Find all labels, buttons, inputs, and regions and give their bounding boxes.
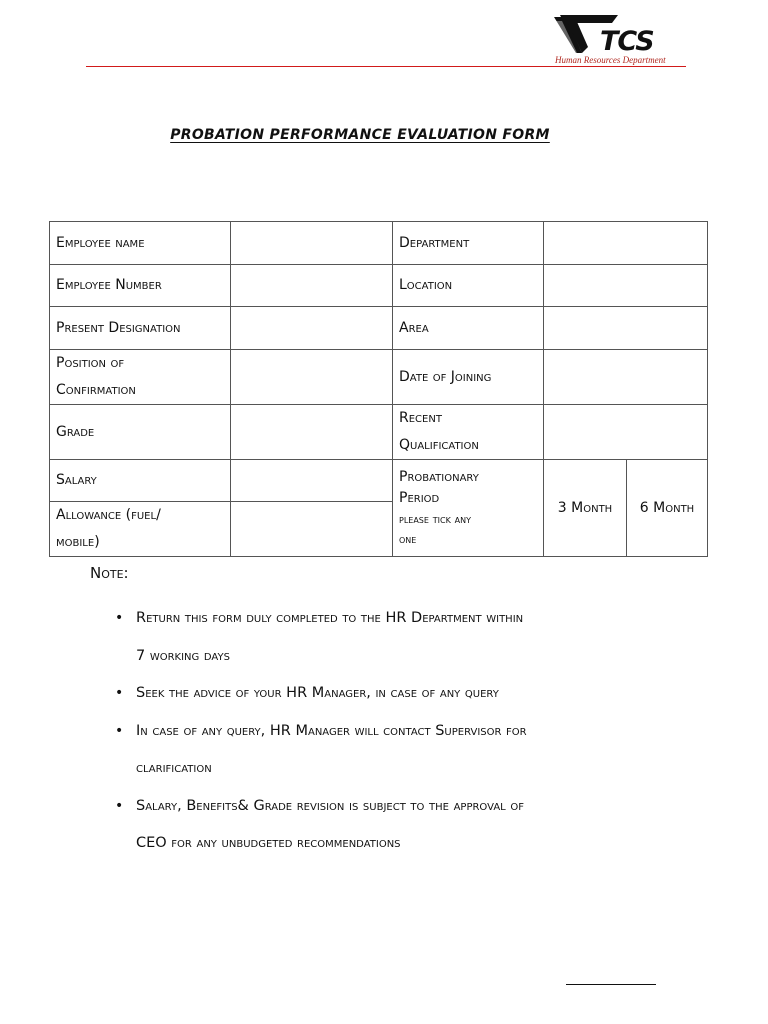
allowance-label: Allowance (fuel/ mobile)	[50, 502, 231, 557]
probationary-period-label: Probationary Period please tick any one	[393, 460, 544, 557]
header-rule	[86, 66, 686, 67]
logo-subtitle: Human Resources Department	[555, 55, 666, 65]
recent-qualification-field[interactable]	[544, 405, 708, 460]
location-label: Location	[393, 265, 544, 307]
table-row	[50, 460, 708, 502]
area-field[interactable]	[544, 307, 708, 350]
position-of-confirmation-field[interactable]	[231, 350, 393, 405]
notes-list	[115, 600, 656, 863]
employee-number-label: Employee Number	[50, 265, 231, 307]
employee-name-label: Employee name	[50, 222, 231, 265]
list-item: • Seek the advice of your HR Manager, in case of any query	[136, 675, 656, 713]
table-row	[50, 405, 708, 460]
date-of-joining-label: Date of Joining	[393, 350, 544, 405]
six-month-option[interactable]: 6 Month	[627, 460, 708, 557]
list-item: • Salary, Benefits& Grade revision is subject to the approval of CEO for any unbudgeted recommendations	[136, 788, 656, 863]
department-field[interactable]	[544, 222, 708, 265]
area-label: Area	[393, 307, 544, 350]
bullet-icon: •	[115, 797, 124, 814]
employee-name-field[interactable]	[231, 222, 393, 265]
grade-field[interactable]	[231, 405, 393, 460]
bullet-icon: •	[115, 610, 124, 626]
employee-number-field[interactable]	[231, 265, 393, 307]
logo-text: TCS	[600, 26, 654, 57]
grade-label: Grade	[50, 405, 231, 460]
employee-info-table	[49, 221, 708, 557]
list-item: • Return this form duly completed to the HR Department within 7 working days	[136, 600, 656, 675]
department-label: Department	[393, 222, 544, 265]
table-row	[50, 265, 708, 307]
table-row	[50, 222, 708, 265]
bullet-icon: •	[115, 685, 124, 701]
list-item: • In case of any query, HR Manager will contact Supervisor for clarification	[136, 713, 656, 788]
page-title	[0, 127, 720, 143]
salary-field[interactable]	[231, 460, 393, 502]
table-row	[50, 350, 708, 405]
three-month-option[interactable]: 3 Month	[544, 460, 627, 557]
signature-line	[566, 984, 656, 985]
location-field[interactable]	[544, 265, 708, 307]
allowance-field[interactable]	[231, 502, 393, 557]
table-row	[50, 307, 708, 350]
note-heading: Note:	[90, 564, 129, 582]
present-designation-label: Present Designation	[50, 307, 231, 350]
position-of-confirmation-label: Position of Confirmation	[50, 350, 231, 405]
present-designation-field[interactable]	[231, 307, 393, 350]
recent-qualification-label: Recent Qualification	[393, 405, 544, 460]
salary-label: Salary	[50, 460, 231, 502]
date-of-joining-field[interactable]	[544, 350, 708, 405]
bullet-icon: •	[115, 722, 124, 739]
page-title-text: PROBATION PERFORMANCE EVALUATION FORM	[170, 127, 550, 143]
